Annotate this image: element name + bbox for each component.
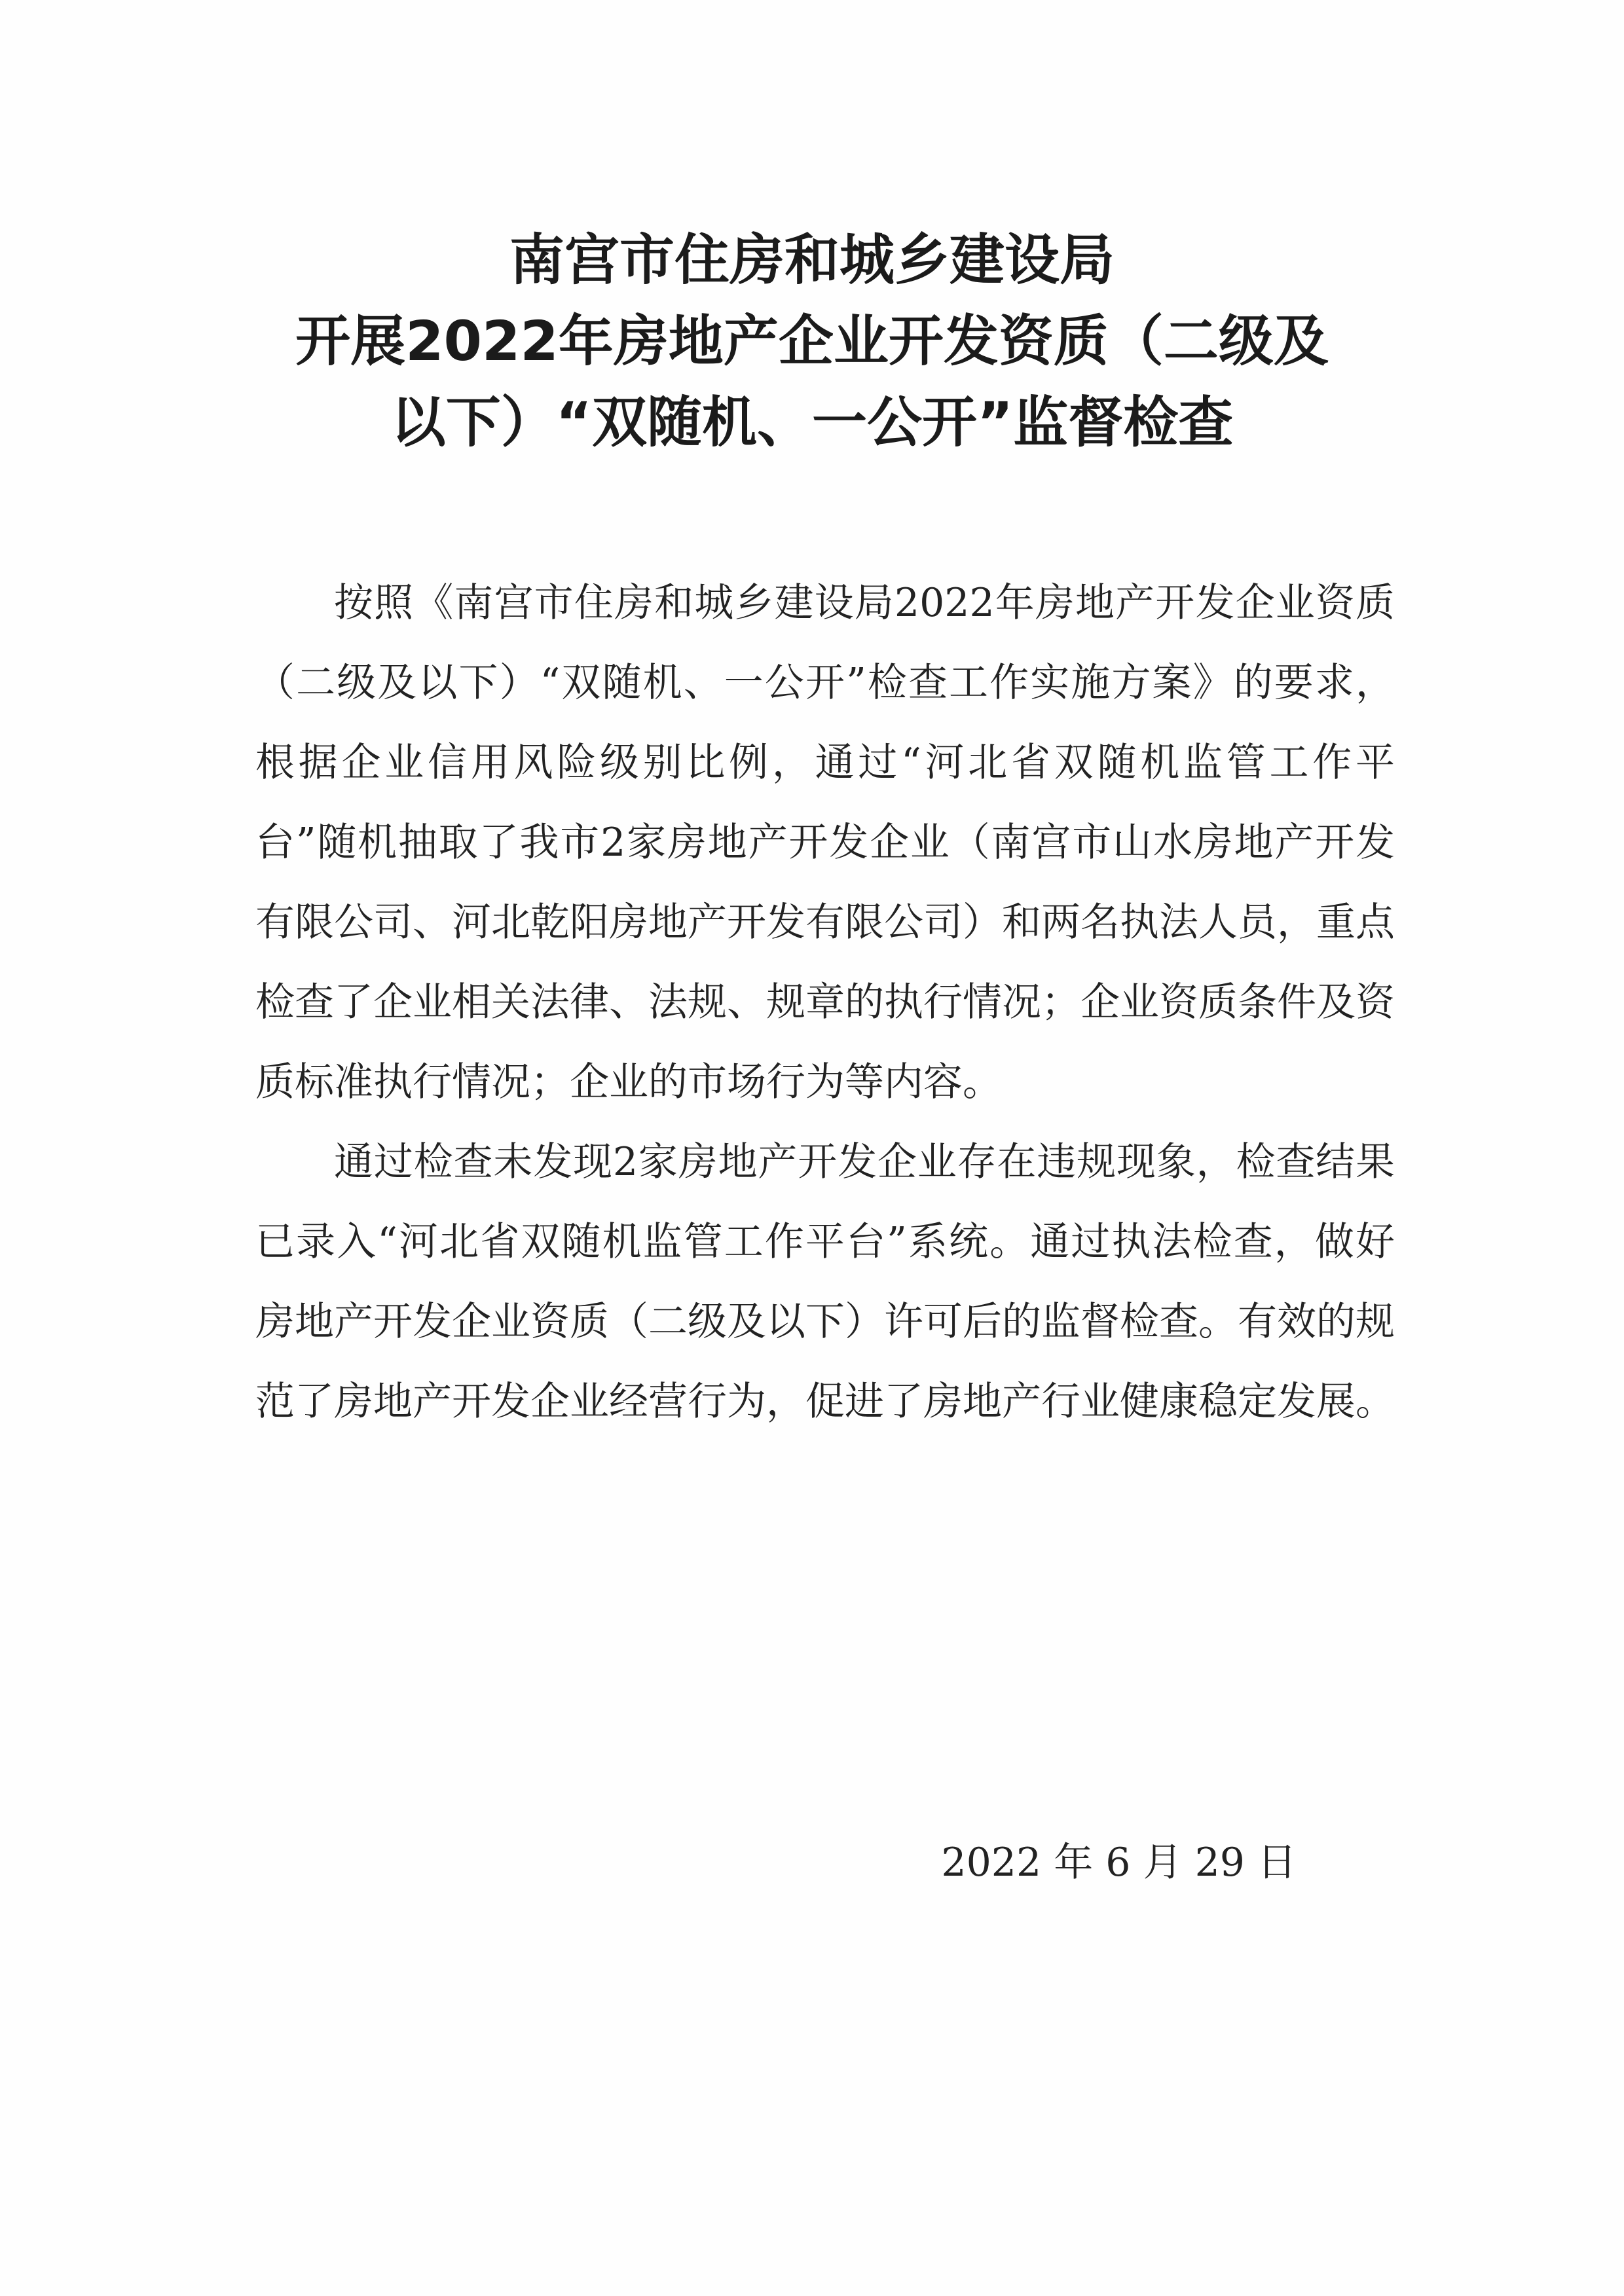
title-line-1: 南宫市住房和城乡建设局 — [509, 228, 1115, 292]
body-paragraph-1: 按照《南宫市住房和城乡建设局2022年房地产开发企业资质（二级及以下）“双随机、一公开”检查工作实施方案》的要求，根据企业信用风险级别比例，通过“河北省双随机监管工作平台”随机抽取了我市2家房地产开发企业（南宫市山水房地产开发有限公司、河北乾阳房地产开发有限公司）和两名执法人员，重点检查了企业相关法律、法规、规章的执行情况；企业资质条件及资质标准执行情况；企业的市场行为等内容。 — [255, 580, 1395, 1105]
document-title — [196, 219, 1428, 463]
title-line-2: 开展2022年房地产企业开发资质（二级及 — [295, 309, 1329, 373]
document-body — [255, 563, 1395, 1442]
title-line-3: 以下）“双随机、一公开”监督检查 — [390, 390, 1234, 454]
body-paragraph-2: 通过检查未发现2家房地产开发企业存在违规现象，检查结果已录入“河北省双随机监管工作平台”系统。通过执法检查，做好房地产开发企业资质（二级及以下）许可后的监督检查。有效的规范了房地产开发企业经营行为，促进了房地产行业健康稳定发展。 — [255, 1139, 1395, 1425]
document-date: 2022 年 6 月 29 日 — [941, 1840, 1297, 1886]
